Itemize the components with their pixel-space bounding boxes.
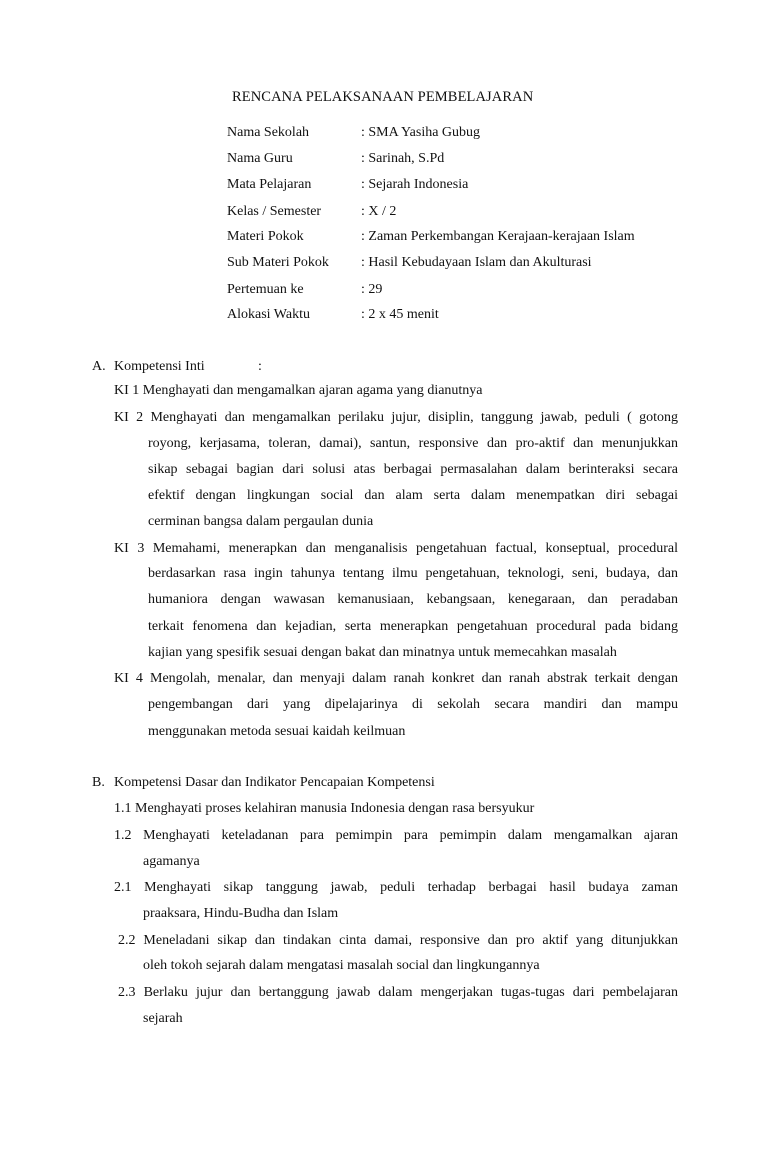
identity-label: Sub Materi Pokok	[227, 255, 329, 270]
ki3-line: KI 3 Memahami, menerapkan dan menganalisis pengetahuan factual, konseptual, procedural	[114, 541, 678, 556]
kd-2-2-line: oleh tokoh sejarah dalam mengatasi masalah social dan lingkungannya	[143, 958, 540, 973]
kd-2-3-line: 2.3 Berlaku jujur dan bertanggung jawab dalam mengerjakan tugas-tugas dari pembelajaran	[118, 985, 678, 1000]
identity-value: : 29	[361, 282, 383, 297]
identity-label: Pertemuan ke	[227, 282, 304, 297]
identity-label: Nama Sekolah	[227, 125, 310, 140]
identity-label: Mata Pelajaran	[227, 177, 312, 192]
ki2-line: KI 2 Menghayati dan mengamalkan perilaku jujur, disiplin, tanggung jawab, peduli ( gotong	[114, 410, 678, 425]
section-heading-colon: :	[258, 359, 262, 374]
ki2-line: efektif dengan lingkungan social dan alam serta dalam menempatkan diri sebagai	[148, 488, 678, 503]
ki2-line: cerminan bangsa dalam pergaulan dunia	[148, 514, 374, 529]
kd-2-1-line: 2.1 Menghayati sikap tanggung jawab, peduli terhadap berbagai hasil budaya zaman	[114, 880, 678, 895]
identity-label: Nama Guru	[227, 151, 293, 166]
ki1-line: KI 1 Menghayati dan mengamalkan ajaran agama yang dianutnya	[114, 383, 483, 398]
ki2-line: royong, kerjasama, toleran, damai), santun, responsive dan pro-aktif dan menunjukkan	[148, 436, 678, 451]
section-b-heading	[92, 775, 435, 791]
identity-value: : Sejarah Indonesia	[361, 177, 469, 192]
identity-value: : X / 2	[361, 204, 397, 219]
identity-value: : Hasil Kebudayaan Islam dan Akulturasi	[361, 255, 592, 270]
section-letter: A.	[92, 359, 106, 374]
ki3-line: terkait fenomena dan kejadian, serta menerapkan pengetahuan procedural pada bidang	[148, 619, 678, 634]
ki3-line: kajian yang spesifik sesuai dengan bakat dan minatnya untuk memecahkan masalah	[148, 645, 617, 660]
identity-value: : 2 x 45 menit	[361, 307, 439, 322]
section-heading-text: Kompetensi Inti	[114, 359, 205, 374]
identity-value: : SMA Yasiha Gubug	[361, 125, 481, 140]
identity-value: : Sarinah, S.Pd	[361, 151, 445, 166]
section-a-heading	[92, 359, 262, 375]
ki3-line: humaniora dengan wawasan kemanusiaan, kebangsaan, kenegaraan, dan peradaban	[148, 592, 678, 607]
kd-1-2-line: agamanya	[143, 854, 200, 869]
ki2-line: sikap sebagai bagian dari solusi atas berbagai permasalahan dalam berinteraksi secara	[148, 462, 678, 477]
ki4-line: KI 4 Mengolah, menalar, dan menyaji dalam ranah konkret dan ranah abstrak terkait dengan	[114, 671, 678, 686]
ki4-line: menggunakan metoda sesuai kaidah keilmuan	[148, 724, 406, 739]
ki4-line: pengembangan dari yang dipelajarinya di sekolah secara mandiri dan mampu	[148, 697, 678, 712]
kd-2-2-line: 2.2 Meneladani sikap dan tindakan cinta damai, responsive dan pro aktif yang ditunjukkan	[118, 933, 678, 948]
section-letter: B.	[92, 775, 105, 790]
kd-2-3-line: sejarah	[143, 1011, 183, 1026]
identity-label: Alokasi Waktu	[227, 307, 310, 322]
section-heading-text: Kompetensi Dasar dan Indikator Pencapaian Kompetensi	[114, 775, 435, 790]
ki3-line: berdasarkan rasa ingin tahunya tentang ilmu pengetahuan, teknologi, seni, budaya, dan	[148, 566, 678, 581]
kd-1-1-line: 1.1 Menghayati proses kelahiran manusia Indonesia dengan rasa bersyukur	[114, 801, 535, 816]
identity-value: : Zaman Perkembangan Kerajaan-kerajaan Islam	[361, 229, 635, 244]
kd-2-1-line: praaksara, Hindu-Budha dan Islam	[143, 906, 339, 921]
identity-label: Kelas / Semester	[227, 204, 322, 219]
kd-1-2-line: 1.2 Menghayati keteladanan para pemimpin para pemimpin dalam mengamalkan ajaran	[114, 828, 678, 843]
document-title: RENCANA PELAKSANAAN PEMBELAJARAN	[232, 89, 534, 105]
identity-label: Materi Pokok	[227, 229, 304, 244]
